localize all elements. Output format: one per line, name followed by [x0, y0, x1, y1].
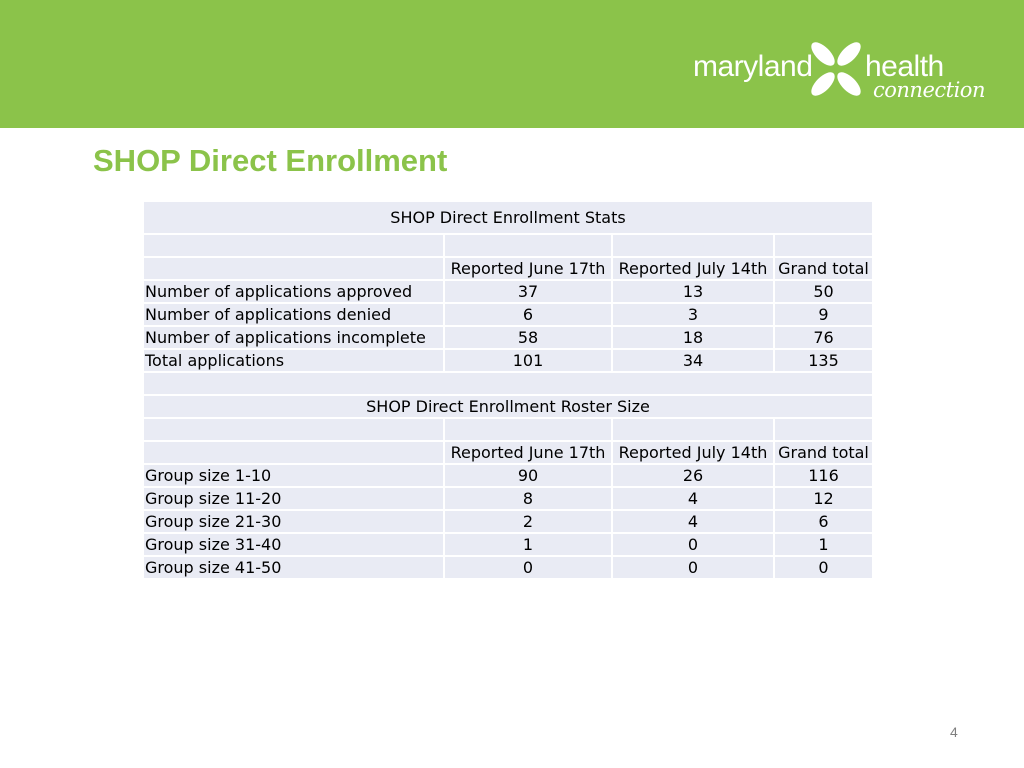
cell-value: 3 — [612, 303, 774, 326]
column-header: Grand total — [774, 441, 873, 464]
table-row — [143, 349, 873, 372]
row-label: Number of applications approved — [143, 280, 444, 303]
cell-value: 1 — [444, 533, 612, 556]
column-header: Reported July 14th — [612, 441, 774, 464]
cell-value: 90 — [444, 464, 612, 487]
roster-caption: SHOP Direct Enrollment Roster Size — [143, 395, 873, 418]
table-row — [143, 303, 873, 326]
cell-value: 1 — [774, 533, 873, 556]
cell-value: 37 — [444, 280, 612, 303]
maryland-health-connection-logo — [693, 38, 993, 106]
row-label: Number of applications denied — [143, 303, 444, 326]
blank-cell — [774, 234, 873, 257]
cell-value: 76 — [774, 326, 873, 349]
cell-value: 4 — [612, 510, 774, 533]
blank-cell — [143, 257, 444, 280]
table-caption-row — [143, 201, 873, 234]
cell-value: 13 — [612, 280, 774, 303]
row-label: Group size 11-20 — [143, 487, 444, 510]
cell-value: 8 — [444, 487, 612, 510]
cell-value: 6 — [774, 510, 873, 533]
column-header: Reported June 17th — [444, 441, 612, 464]
cell-value: 6 — [444, 303, 612, 326]
table-row — [143, 326, 873, 349]
cell-value: 116 — [774, 464, 873, 487]
cell-value: 0 — [774, 556, 873, 579]
column-header: Reported July 14th — [612, 257, 774, 280]
header-banner — [0, 0, 1024, 128]
row-label: Group size 1-10 — [143, 464, 444, 487]
table-row — [143, 464, 873, 487]
blank-cell — [774, 418, 873, 441]
blank-cell — [143, 372, 873, 395]
column-header-row — [143, 441, 873, 464]
row-label: Total applications — [143, 349, 444, 372]
column-header: Grand total — [774, 257, 873, 280]
blank-cell — [612, 234, 774, 257]
table-row — [143, 510, 873, 533]
blank-cell — [444, 234, 612, 257]
table-caption-row — [143, 395, 873, 418]
cell-value: 0 — [612, 556, 774, 579]
stats-caption: SHOP Direct Enrollment Stats — [143, 201, 873, 234]
row-label: Group size 31-40 — [143, 533, 444, 556]
blank-cell — [143, 234, 444, 257]
column-header-row — [143, 257, 873, 280]
cell-value: 101 — [444, 349, 612, 372]
cell-value: 4 — [612, 487, 774, 510]
blank-row — [143, 418, 873, 441]
enrollment-table — [142, 200, 874, 580]
blank-cell — [612, 418, 774, 441]
row-label: Number of applications incomplete — [143, 326, 444, 349]
table-row — [143, 487, 873, 510]
blank-row — [143, 372, 873, 395]
slide-title: SHOP Direct Enrollment — [93, 143, 448, 178]
cell-value: 0 — [444, 556, 612, 579]
row-label: Group size 21-30 — [143, 510, 444, 533]
logo-word-connection: connection — [873, 78, 985, 102]
cell-value: 12 — [774, 487, 873, 510]
row-label: Group size 41-50 — [143, 556, 444, 579]
cell-value: 9 — [774, 303, 873, 326]
blank-cell — [143, 418, 444, 441]
logo-word-maryland: maryland — [693, 50, 813, 83]
cell-value: 2 — [444, 510, 612, 533]
cell-value: 0 — [612, 533, 774, 556]
table-row — [143, 533, 873, 556]
page-number: 4 — [950, 724, 958, 740]
blank-cell — [143, 441, 444, 464]
logo-word-health: health — [865, 50, 944, 83]
cell-value: 34 — [612, 349, 774, 372]
cell-value: 26 — [612, 464, 774, 487]
table-row — [143, 556, 873, 579]
blank-row — [143, 234, 873, 257]
cell-value: 58 — [444, 326, 612, 349]
column-header: Reported June 17th — [444, 257, 612, 280]
blank-cell — [444, 418, 612, 441]
flower-icon — [807, 38, 865, 100]
cell-value: 135 — [774, 349, 873, 372]
table-row — [143, 280, 873, 303]
cell-value: 50 — [774, 280, 873, 303]
cell-value: 18 — [612, 326, 774, 349]
